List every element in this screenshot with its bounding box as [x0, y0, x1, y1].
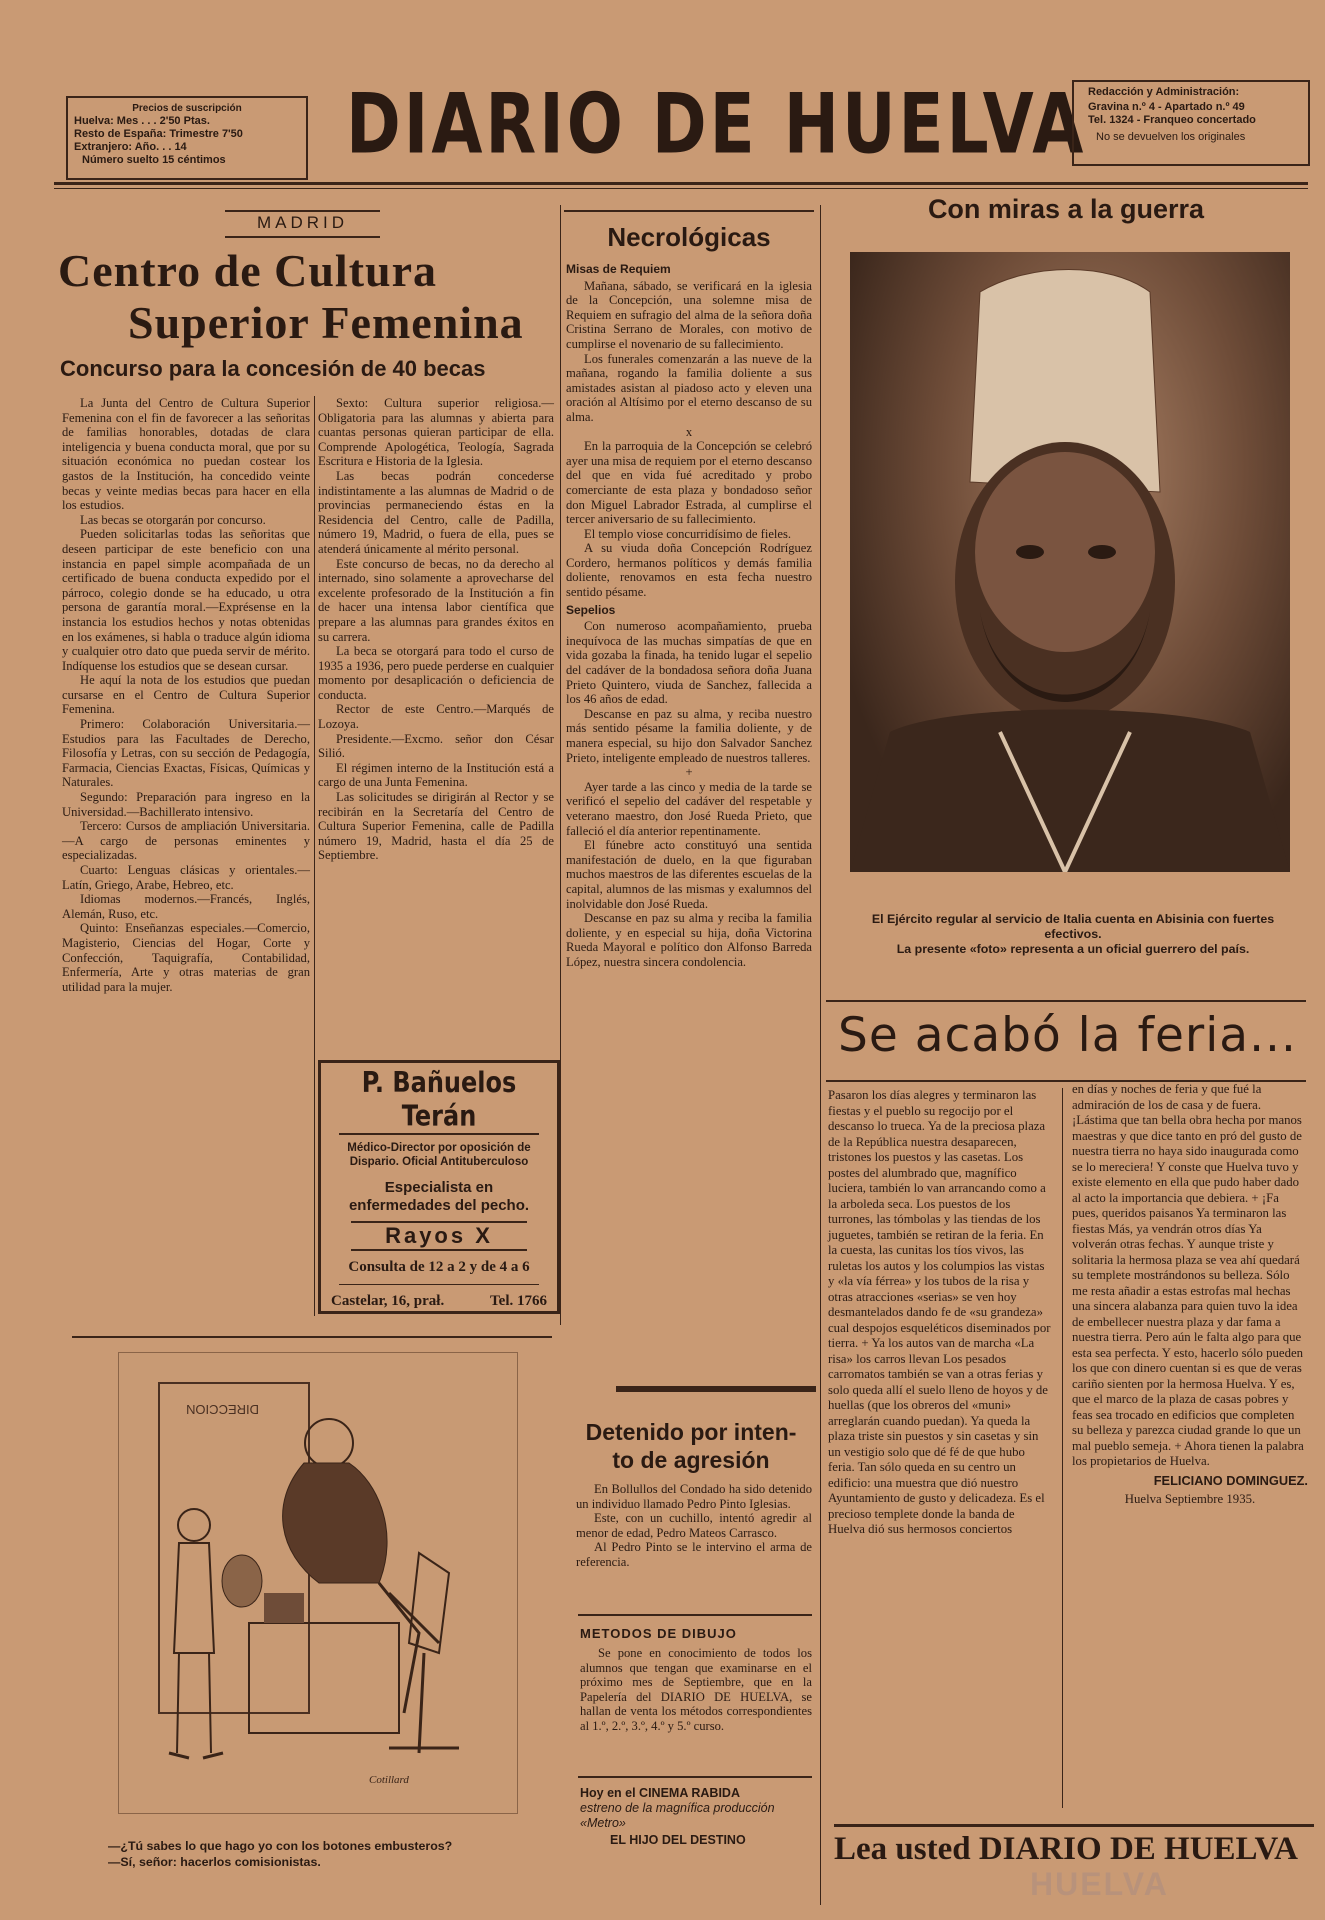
- section-rule: [578, 1776, 812, 1778]
- cartoon-illustration: [118, 1352, 518, 1814]
- guerra-caption-line: El Ejército regular al servicio de Italia cuenta en Abisinia con fuertes efectivos.: [871, 912, 1275, 941]
- feria-date: Huelva Septiembre 1935.: [1124, 1492, 1256, 1506]
- paragraph: El templo viose concurridísimo de fieles.: [584, 526, 792, 541]
- madrid-headline: Superior Femenina: [128, 297, 524, 348]
- section-rule: [578, 1614, 812, 1616]
- ad-rule: [339, 1133, 539, 1135]
- ad-rule: [339, 1284, 539, 1285]
- paragraph: Con numeroso acompañamiento, prueba inequívoca de las muchas simpatías de que en vida gozaba la finada, ha tenido lugar el sepelio del cadáver de la bondadosa señora doña Juana Prieto Quintero, viuda de Sanchez, fallecida a los 46 años de edad.: [566, 619, 812, 707]
- paragraph: Las becas se otorgarán por concurso.: [80, 512, 266, 527]
- section-rule: [564, 210, 814, 212]
- feria-title: Se acabó la feria...: [838, 1008, 1297, 1063]
- paragraph: En Bollullos del Condado ha sido detenido un individuo llamado Pedro Pinto Iglesias.: [576, 1482, 812, 1511]
- cinema-line: Hoy en el CINEMA RABIDA: [580, 1786, 740, 1800]
- paragraph: El régimen interno de la Institución está a cargo de una Junta Femenina.: [318, 760, 554, 790]
- doctor-phone: Tel. 1766: [490, 1293, 547, 1309]
- masthead-rule: [54, 182, 1308, 185]
- doctor-title: Médico-Director por oposición de Dispario. Oficial Antituberculoso: [347, 1142, 531, 1168]
- subscription-box: [66, 96, 308, 180]
- column-rule: [820, 205, 821, 1905]
- cartoon-caption: [108, 1838, 568, 1870]
- paragraph: Primero: Colaboración Universitaria.—Estudios para las Facultades de Derecho, Filosofía y Letras, con su sección de Pedagogía, Farmacia, Ciencias Exactas, Físicas, Químicas y Naturales.: [62, 717, 310, 790]
- paragraph: Los funerales comenzarán a las nueve de la mañana, rogando la familia doliente a sus amistades asistan al piadoso acto y eleven una oración al Altísimo por el eterno descanso de su alma.: [566, 351, 812, 424]
- paragraph: La Junta del Centro de Cultura Superior Femenina con el fin de favorecer a las señoritas de familias honorables, dotadas de clara inteligencia y buena conducta moral, que por su situación económica no puedan costear los gastos de la Institución, ha concedido veinte becas y veinte medias becas para hacer en ella los estudios.: [62, 396, 310, 513]
- masthead-rule: [54, 188, 1308, 189]
- subscription-line: Precios de suscripción: [132, 103, 242, 114]
- subscription-line: Extranjero: Año. . . 14: [74, 141, 187, 153]
- paragraph: El fúnebre acto constituyó una sentida manifestación de duelo, en la que figuraban muchos maestros de las diferentes escuelas de la capital, alumnos de las mismas y exalumnos del inolvidable don José Rueda.: [566, 838, 812, 911]
- address-box: [1072, 80, 1310, 166]
- paragraph: Este concurso de becas, no da derecho al internado, sino solamente a aprovecharse del excelente profesorado de la Institución a fin de hacer una intensa labor científica que prepare a las alumnas para grandes éxitos en su carrera.: [318, 556, 554, 644]
- address-line: Tel. 1324 - Franqueo concertado: [1088, 114, 1256, 126]
- cartoon-drawing: [119, 1353, 517, 1813]
- subscription-line: Huelva: Mes . . . 2'50 Ptas.: [74, 115, 210, 127]
- paragraph: Descanse en paz su alma, y reciba nuestro más sentido pésame la familia doliente, y de manera especial, su hijo don Salvador Sanchez Prieto, inteligente empleado de nuestros talleres.: [566, 706, 812, 765]
- feria-column-1: [828, 1088, 1054, 1538]
- detenido-title-line: Detenido por inten-: [585, 1419, 797, 1445]
- madrid-headline: Centro de Cultura: [58, 245, 438, 296]
- guerra-caption-line: La presente «foto» representa a un oficial guerrero del país.: [896, 942, 1250, 956]
- doctor-specialty: Especialista en enfermedades del pecho.: [348, 1179, 530, 1214]
- paragraph: Las solicitudes se dirigirán al Rector y se recibirán en la Secretaría del Centro de Cultura Superior Femenina, calle de Padilla número 19, Madrid, hasta el día 25 de Septiembre.: [318, 790, 554, 863]
- paragraph: Segundo: Preparación para ingreso en la Universidad.—Bachillerato intensivo.: [62, 790, 310, 819]
- section-rule: [826, 1000, 1306, 1002]
- separator: +: [685, 765, 693, 780]
- cartoon-caption-line: —Sí, señor: hacerlos comisionistas.: [108, 1855, 321, 1869]
- paragraph: Tercero: Cursos de ampliación Universitaria.—A cargo de personas eminentes y especializadas.: [62, 819, 310, 863]
- paragraph: Sexto: Cultura superior religiosa.—Obligatoria para las alumnas y abierta para cuantas personas quieran participar de ella. Comprende Apologética, Teología, Sagrada Escritura e Historia de la Iglesia.: [318, 396, 554, 469]
- address-line: Redacción y Administración:: [1088, 86, 1240, 98]
- madrid-subhead: Concurso para la concesión de 40 becas: [60, 356, 486, 381]
- column-rule: [560, 205, 561, 1325]
- soldier-portrait: [850, 252, 1290, 872]
- detenido-title: [566, 1418, 816, 1474]
- necrologicas-body: [566, 262, 812, 970]
- section-rule: [616, 1386, 816, 1392]
- detenido-title-line: to de agresión: [612, 1447, 770, 1473]
- address-line: No se devuelven los originales: [1096, 131, 1246, 143]
- paragraph: La beca se otorgará para todo el curso de 1935 a 1936, pero puede perderse en cualquier momento por desaplicación o deficiencia de conducta.: [318, 644, 554, 702]
- cinema-line: estreno de la magnífica producción «Metro»: [580, 1801, 775, 1830]
- footer-ad: Lea usted DIARIO DE HUELVA: [834, 1824, 1314, 1871]
- feria-author: FELICIANO DOMINGUEZ.: [1153, 1472, 1308, 1488]
- necro-subhead: Sepelios: [566, 602, 616, 617]
- separator: x: [685, 424, 693, 439]
- paragraph: Este, con un cuchillo, intentó agredir al menor de edad, Pedro Mateos Carrasco.: [576, 1511, 812, 1540]
- madrid-column-2: [318, 396, 554, 863]
- guerra-caption: [846, 912, 1300, 957]
- poem-text: en días y noches de feria y que fué la admiración de los de casa y de fuera. ¡Lástima que tan bella obra hecha por manos maestras y que dice tanto en pró del gusto de nuestra tierra no haya sido inaugurada como se lo mereciera! Y conste que Huelva tuvo y existe elemento en ella que pudo haber dado al acto la importancia que debiera. + ¡Fa pues, queridos paisanos Ya terminaron las fiestas Más, ya vendrán otros días Ya volverán otras fechas. Y aunque triste y solitaria la hermosa plaza se vea ahí quedará su templete mostrándonos su belleza. Sólo me resta añadir a estas estrofas mal hechas una sincera alabanza para quien tuvo la idea de embellecer nuestra plaza y dar fama a nuestra tierra. Pero aún le falta algo para que esta sea perfecta. Y esto, hacerlo sólo pueden los que con dinero cuentan si es que de veras cariño sienten por la hermosa Huelva. Y es, que el marco de la plaza de casas pobres y feas sea trocado en edificios que completen su belleza y parezca ciudad grande lo que un mal pueblo semeja. + Ahora tienen la palabra los propietarios de Huelva.: [1072, 1082, 1304, 1468]
- door-sign: DIRECCION: [186, 1402, 259, 1417]
- metodos-body: [580, 1646, 812, 1734]
- paragraph: En la parroquia de la Concepción se celebró ayer una misa de requiem por el eterno descanso del que en vida fué acreditado y probo comerciante de esta plaza y bondadoso señor don Miguel Labrador Estrada, al cumplirse el tercer aniversario de su fallecimiento.: [566, 439, 812, 527]
- doctor-name: P. Bañuelos Terán: [361, 1065, 517, 1133]
- cartoonist-signature: Cotillard: [369, 1774, 409, 1786]
- paragraph: Ayer tarde a las cinco y media de la tarde se verificó el sepelio del cadáver del respetable y veterano maestro, don José Rueda Prieto, que falleció el día anterior repentinamente.: [566, 779, 812, 838]
- cinema-ad: [580, 1786, 812, 1848]
- subscription-line: Resto de España: Trimestre 7'50: [74, 128, 243, 140]
- column-rule: [314, 396, 315, 1316]
- paragraph: A su viuda doña Concepción Rodríguez Cordero, hermanos políticos y demás familia doliente, renovamos en esta fecha nuestro sentido pésame.: [566, 541, 812, 600]
- detenido-body: [576, 1482, 812, 1570]
- paragraph: Descanse en paz su alma y reciba la familia doliente, y en especial su hija, doña Victorina Rueda Mayoral e político don Alfonso Barreda López, nuestra sincera condolencia.: [566, 911, 812, 969]
- paragraph: Pueden solicitarlas todas las señoritas que deseen participar de este beneficio con una instancia en papel simple acompañada de un certificado de buena conducta expedido por el párroco, colegio donde se ha educado, u otra persona de garantía moral.—Exprésense en la instancia los estudios hechos y notas obtenidas en los exámenes, si habla o traduce algún idioma y cualquier otro dato que pueda servir de mérito. Indíquense los estudios que se desean cursar.: [62, 527, 310, 673]
- cinema-film: EL HIJO DEL DESTINO: [610, 1833, 746, 1847]
- madrid-tag: MADRID: [225, 210, 380, 238]
- soldier-photo: [850, 252, 1290, 872]
- paragraph: Rector de este Centro.—Marqués de Lozoya.: [318, 702, 554, 732]
- poem-text: Pasaron los días alegres y terminaron las fiestas y el pueblo su regocijo por el descanso lo trueca. Ya de la preciosa plaza de la República nuestra desaparecen, tristones los puestos y las casetas. Los postes del alumbrado que, magnífico luciera, también lo van arrancando como a la arboleda seca. Los puestos de los turrones, las tómbolas y las tiendas de los juguetes, también se retiran de la feria. En la cuesta, las cunitas los tíos vivos, las ruletas los autos y los columpios las vistas y «la vía férrea» y los tubos de la risa y otras atracciones «serias» se ven hoy desmantelados dando fe de «su grandeza» cual despojos esqueléticos diseminados por tierra. + Ya los autos van de marcha «La risa» los carros llevan Los pesados carromatos también se van a otras ferias y solo queda allí el suelo lleno de hoyos y de huellas (que los obreros del «muni» arreglarán cuando puedan). Ya queda la plaza triste sin puestos y sin casetas y sin un vestigio solo que dé fé de que hubo feria. Tan sólo queda en su centro un edificio: una muestra que dió nuestro Ayuntamiento de gusto y delicadeza. Es el precioso templete donde la banda de Huelva dió sus hermosos conciertos: [828, 1088, 1051, 1536]
- paragraph: Idiomas modernos.—Francés, Inglés, Alemán, Ruso, etc.: [62, 892, 310, 921]
- necro-subhead: Misas de Requiem: [566, 262, 671, 276]
- doctor-hours: Consulta de 12 a 2 y de 4 a 6: [348, 1259, 530, 1275]
- subscription-line: Número suelto 15 céntimos: [82, 154, 226, 166]
- column-rule: [1062, 1088, 1063, 1808]
- metodos-title: METODOS DE DIBUJO: [580, 1626, 737, 1641]
- madrid-column-1: [62, 396, 310, 994]
- archive-watermark: HUELVA: [1030, 1866, 1169, 1902]
- section-rule: [72, 1336, 552, 1338]
- paragraph: Se pone en conocimiento de todos los alumnos que tengan que examinarse en el próximo mes de Septiembre, que en la Papelería del DIARIO DE HUELVA, se hallan de venta los métodos correspondientes al 1.º, 2.º, 3.º, 4.º y 5.º curso.: [580, 1646, 812, 1733]
- address-line: Gravina n.º 4 - Apartado n.º 49: [1088, 101, 1245, 113]
- paragraph: Mañana, sábado, se verificará en la iglesia de la Concepción, una solemne misa de Requiem en sufragio del alma de la señora doña Cristina Serrano de Morales, con motivo de cumplirse el novenario de su fallecimiento.: [566, 278, 812, 351]
- doctor-address: Castelar, 16, prał.: [331, 1293, 445, 1309]
- paragraph: Cuarto: Lenguas clásicas y orientales.—Latín, Griego, Arabe, Hebreo, etc.: [62, 863, 310, 892]
- doctor-ad: [318, 1060, 560, 1314]
- feria-column-2: [1072, 1082, 1308, 1508]
- doctor-xrays: Rayos X: [351, 1221, 527, 1251]
- cartoon-caption-line: —¿Tú sabes lo que hago yo con los botones embusteros?: [108, 1839, 453, 1853]
- paragraph: He aquí la nota de los estudios que puedan cursarse en el Centro de Cultura Superior Femenina.: [62, 673, 310, 717]
- necrologicas-title: Necrológicas: [607, 222, 771, 252]
- masthead-title: DIARIO DE HUELVA: [346, 76, 1087, 173]
- guerra-title: Con miras a la guerra: [927, 194, 1205, 224]
- paragraph: Quinto: Enseñanzas especiales.—Comercio, Magisterio, Ciencias del Hogar, Corte y Confección, Taquigrafía, Contabilidad, Enfermería, Arte y otras materias de gran utilidad para la mujer.: [62, 921, 310, 994]
- paragraph: Presidente.—Excmo. señor don César Silió.: [318, 731, 554, 761]
- doctor-address-row: [331, 1293, 547, 1310]
- paragraph: Las becas podrán concederse indistintamente a las alumnas de Madrid o de provincias permaneciendo éstas en la Residencia del Centro, calle de Padilla, número 19, Madrid, o fuera de ella, pues se atenderá únicamente al mérito personal.: [318, 468, 554, 556]
- paragraph: Al Pedro Pinto se le intervino el arma de referencia.: [576, 1540, 812, 1569]
